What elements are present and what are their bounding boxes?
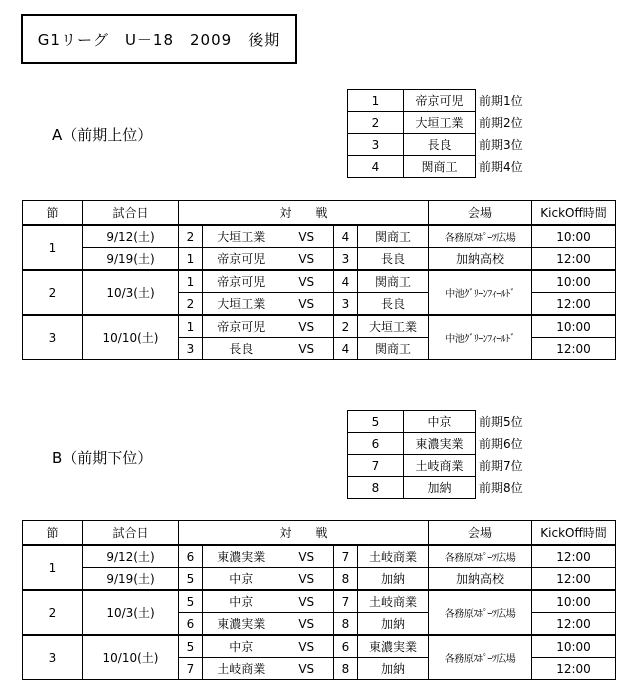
match-venue: 中池ｸﾞﾘｰﾝﾌｨｰﾙﾄﾞ <box>429 270 532 315</box>
header-match: 対 戦 <box>179 521 429 546</box>
rank-number: 3 <box>348 134 404 156</box>
rank-team: 土岐商業 <box>404 455 476 477</box>
ranking-row <box>348 134 528 156</box>
team2-name: 関商工 <box>358 270 429 293</box>
versus-label: VS <box>280 315 334 338</box>
team1-number: 2 <box>179 225 203 248</box>
rank-team: 長良 <box>404 134 476 156</box>
versus-label: VS <box>280 338 334 360</box>
match-date: 10/10(土) <box>83 315 179 360</box>
header-kickoff: KickOff時間 <box>532 521 616 546</box>
versus-label: VS <box>280 293 334 316</box>
team1-name: 大垣工業 <box>203 293 280 316</box>
team2-name: 土岐商業 <box>358 590 429 613</box>
match-venue: 中池ｸﾞﾘｰﾝﾌｨｰﾙﾄﾞ <box>429 315 532 360</box>
rank-number: 5 <box>348 411 404 433</box>
match-venue: 各務原ｽﾎﾟｰﾂ広場 <box>429 590 532 635</box>
team2-number: 8 <box>334 613 358 636</box>
kickoff-time: 10:00 <box>532 590 616 613</box>
versus-label: VS <box>280 635 334 658</box>
rank-number: 7 <box>348 455 404 477</box>
page-title: G1リーグ U－18 2009 後期 <box>21 14 297 64</box>
team2-number: 3 <box>334 293 358 316</box>
team1-name: 中京 <box>203 635 280 658</box>
rank-number: 1 <box>348 90 404 112</box>
header-venue: 会場 <box>429 521 532 546</box>
header-match: 対 戦 <box>179 201 429 226</box>
team2-number: 8 <box>334 658 358 680</box>
team1-name: 中京 <box>203 590 280 613</box>
team2-name: 長良 <box>358 293 429 316</box>
team2-name: 関商工 <box>358 338 429 360</box>
rank-team: 大垣工業 <box>404 112 476 134</box>
rank-number: 8 <box>348 477 404 499</box>
ranking-row <box>348 455 528 477</box>
group-a-schedule-table <box>22 200 616 360</box>
kickoff-time: 12:00 <box>532 568 616 591</box>
match-row <box>23 248 616 271</box>
team1-number: 1 <box>179 270 203 293</box>
versus-label: VS <box>280 568 334 591</box>
kickoff-time: 10:00 <box>532 270 616 293</box>
round-number: 1 <box>23 545 83 590</box>
rank-number: 6 <box>348 433 404 455</box>
match-row <box>23 225 616 248</box>
team2-name: 加納 <box>358 613 429 636</box>
team1-number: 5 <box>179 590 203 613</box>
kickoff-time: 12:00 <box>532 613 616 636</box>
rank-prev: 前期8位 <box>479 481 523 495</box>
ranking-row <box>348 112 528 134</box>
versus-label: VS <box>280 613 334 636</box>
team2-number: 3 <box>334 248 358 271</box>
rank-team: 東濃実業 <box>404 433 476 455</box>
team2-number: 7 <box>334 545 358 568</box>
team1-number: 1 <box>179 315 203 338</box>
team2-name: 長良 <box>358 248 429 271</box>
match-venue: 各務原ｽﾎﾟｰﾂ広場 <box>429 225 532 248</box>
team1-name: 東濃実業 <box>203 545 280 568</box>
header-setsu: 節 <box>23 201 83 226</box>
team1-number: 2 <box>179 293 203 316</box>
rank-prev: 前期3位 <box>479 138 523 152</box>
team2-name: 加納 <box>358 568 429 591</box>
ranking-row <box>348 156 528 178</box>
rank-number: 4 <box>348 156 404 178</box>
rank-prev: 前期7位 <box>479 459 523 473</box>
match-date: 10/10(土) <box>83 635 179 680</box>
team1-number: 3 <box>179 338 203 360</box>
kickoff-time: 12:00 <box>532 338 616 360</box>
header-date: 試合日 <box>83 201 179 226</box>
round-number: 3 <box>23 635 83 680</box>
kickoff-time: 12:00 <box>532 658 616 680</box>
rank-team: 関商工 <box>404 156 476 178</box>
match-date: 9/12(土) <box>83 225 179 248</box>
rank-prev: 前期5位 <box>479 415 523 429</box>
team1-name: 中京 <box>203 568 280 591</box>
team1-name: 長良 <box>203 338 280 360</box>
team2-number: 4 <box>334 338 358 360</box>
match-row <box>23 635 616 658</box>
header-setsu: 節 <box>23 521 83 546</box>
header-venue: 会場 <box>429 201 532 226</box>
team1-name: 東濃実業 <box>203 613 280 636</box>
group-b-ranking-table <box>347 410 528 499</box>
match-date: 9/19(土) <box>83 248 179 271</box>
ranking-row <box>348 90 528 112</box>
header-date: 試合日 <box>83 521 179 546</box>
match-row <box>23 568 616 591</box>
team2-name: 大垣工業 <box>358 315 429 338</box>
team2-number: 4 <box>334 225 358 248</box>
ranking-row <box>348 477 528 499</box>
versus-label: VS <box>280 248 334 271</box>
match-row <box>23 315 616 338</box>
team1-name: 帝京可児 <box>203 270 280 293</box>
kickoff-time: 12:00 <box>532 293 616 316</box>
team1-number: 6 <box>179 613 203 636</box>
match-venue: 各務原ｽﾎﾟｰﾂ広場 <box>429 545 532 568</box>
team2-name: 関商工 <box>358 225 429 248</box>
kickoff-time: 10:00 <box>532 225 616 248</box>
rank-prev: 前期4位 <box>479 160 523 174</box>
match-date: 10/3(土) <box>83 590 179 635</box>
ranking-row <box>348 433 528 455</box>
kickoff-time: 12:00 <box>532 248 616 271</box>
team2-name: 土岐商業 <box>358 545 429 568</box>
team2-number: 7 <box>334 590 358 613</box>
match-date: 9/12(土) <box>83 545 179 568</box>
rank-prev: 前期6位 <box>479 437 523 451</box>
team2-name: 加納 <box>358 658 429 680</box>
rank-prev: 前期1位 <box>479 94 523 108</box>
group-a-ranking-table <box>347 89 528 178</box>
kickoff-time: 12:00 <box>532 545 616 568</box>
team1-number: 5 <box>179 635 203 658</box>
match-date: 10/3(土) <box>83 270 179 315</box>
match-date: 9/19(土) <box>83 568 179 591</box>
rank-team: 加納 <box>404 477 476 499</box>
versus-label: VS <box>280 545 334 568</box>
team2-number: 4 <box>334 270 358 293</box>
match-venue: 加納高校 <box>429 248 532 271</box>
team1-number: 6 <box>179 545 203 568</box>
group-b-label: B（前期下位） <box>52 449 153 467</box>
team2-number: 2 <box>334 315 358 338</box>
header-row <box>23 201 616 226</box>
kickoff-time: 10:00 <box>532 635 616 658</box>
team1-number: 5 <box>179 568 203 591</box>
round-number: 2 <box>23 270 83 315</box>
round-number: 2 <box>23 590 83 635</box>
versus-label: VS <box>280 658 334 680</box>
team1-name: 帝京可児 <box>203 248 280 271</box>
team1-number: 7 <box>179 658 203 680</box>
versus-label: VS <box>280 270 334 293</box>
match-row <box>23 270 616 293</box>
team2-number: 8 <box>334 568 358 591</box>
match-row <box>23 545 616 568</box>
header-kickoff: KickOff時間 <box>532 201 616 226</box>
team1-name: 土岐商業 <box>203 658 280 680</box>
rank-team: 中京 <box>404 411 476 433</box>
group-b-schedule-table <box>22 520 616 680</box>
team2-name: 東濃実業 <box>358 635 429 658</box>
match-venue: 加納高校 <box>429 568 532 591</box>
kickoff-time: 10:00 <box>532 315 616 338</box>
round-number: 3 <box>23 315 83 360</box>
match-venue: 各務原ｽﾎﾟｰﾂ広場 <box>429 635 532 680</box>
round-number: 1 <box>23 225 83 270</box>
team1-name: 帝京可児 <box>203 315 280 338</box>
versus-label: VS <box>280 590 334 613</box>
group-a-label: A（前期上位） <box>52 126 153 144</box>
team1-name: 大垣工業 <box>203 225 280 248</box>
rank-number: 2 <box>348 112 404 134</box>
team2-number: 6 <box>334 635 358 658</box>
team1-number: 1 <box>179 248 203 271</box>
ranking-row <box>348 411 528 433</box>
versus-label: VS <box>280 225 334 248</box>
rank-prev: 前期2位 <box>479 116 523 130</box>
rank-team: 帝京可児 <box>404 90 476 112</box>
header-row <box>23 521 616 546</box>
match-row <box>23 590 616 613</box>
